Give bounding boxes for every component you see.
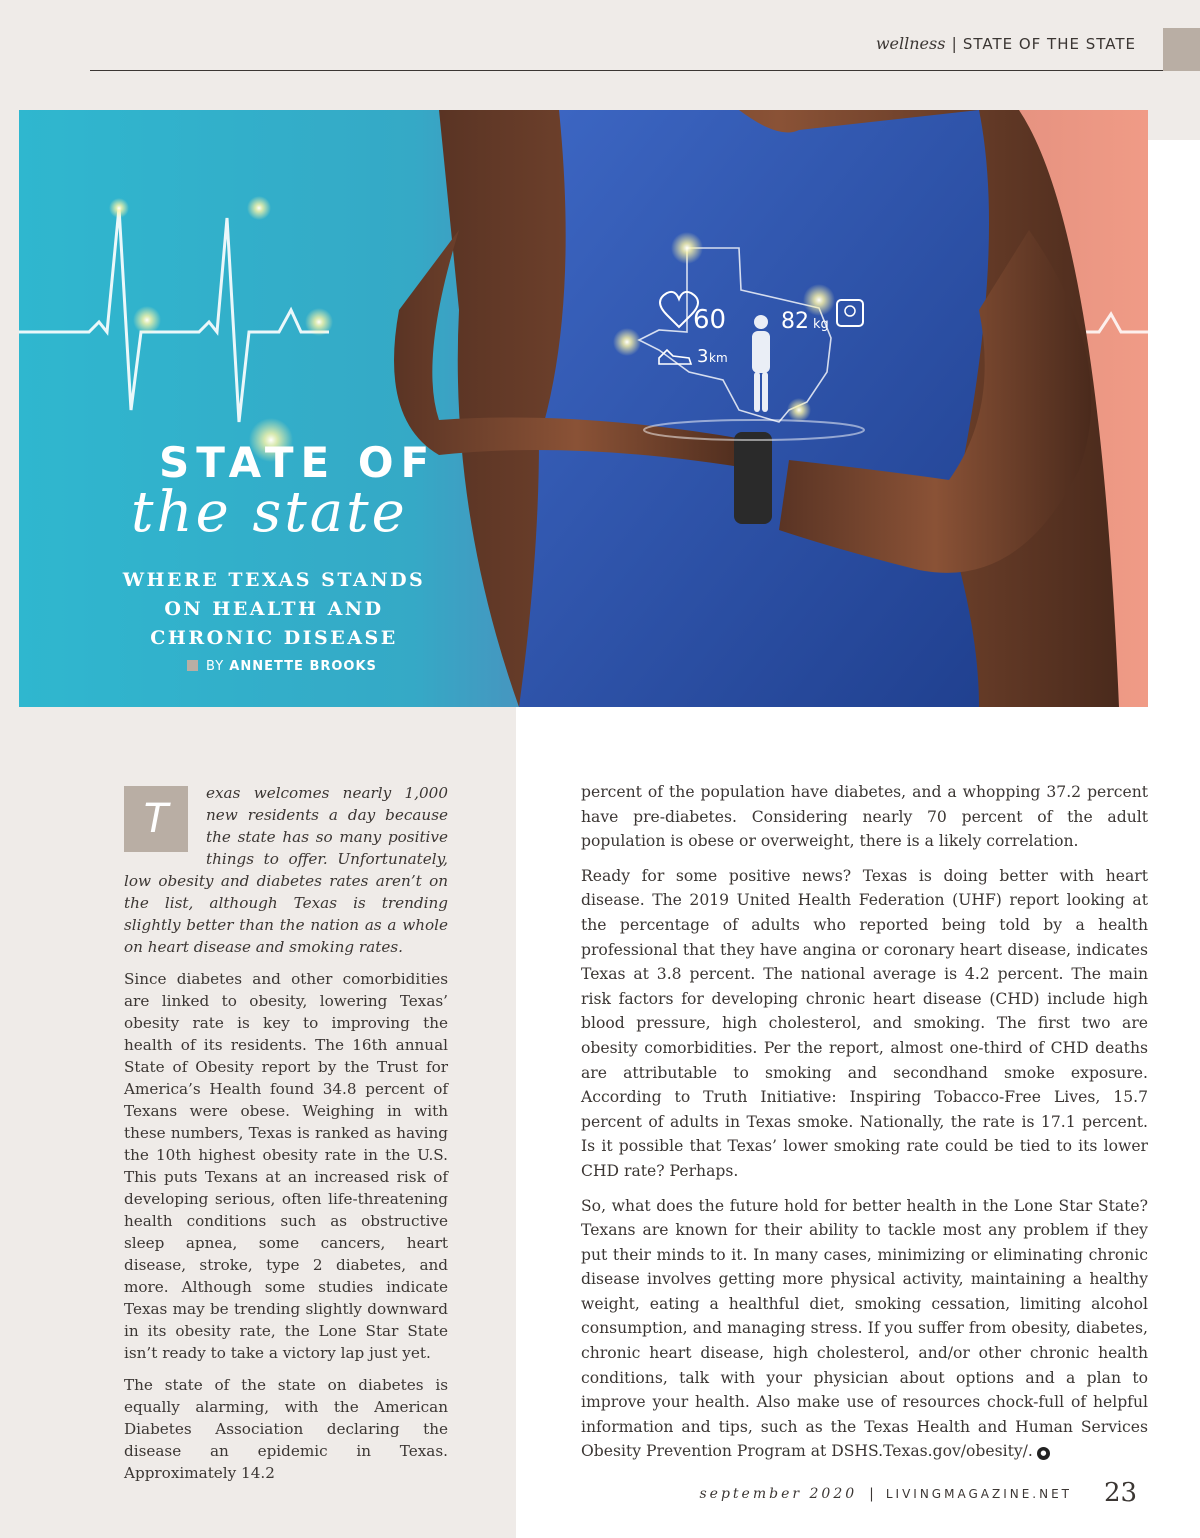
glow-dot [671, 232, 703, 264]
header-rule [90, 70, 1163, 71]
website-url: LIVINGMAGAZINE.NET [885, 1487, 1072, 1501]
glow-dot [305, 308, 333, 336]
article-paragraph-5 [581, 1194, 1148, 1465]
running-head-separator: | [951, 34, 957, 53]
subheadline: WHERE TEXAS STANDS ON HEALTH AND CHRONIC DISEASE [122, 569, 426, 649]
hud-heart-rate: 60 [693, 305, 727, 335]
end-mark-icon: ● [1037, 1447, 1050, 1460]
glow-dot [247, 196, 271, 220]
page-background-right-strip [1148, 140, 1200, 710]
byline-author: ANNETTE BROOKS [229, 659, 377, 674]
headline-line-1: STATE OF [159, 438, 437, 487]
article-column-left [124, 782, 448, 1494]
section-tab-marker [1163, 28, 1200, 71]
article-paragraph-1: Since diabetes and other comorbidities are linked to obesity, lowering Texas’ obesity rate is key to improving the health of its residents. The 16th annual State of Obesity report by the Trust for America’s Health found 34.8 percent of Texans were obese. Weighing in with these numbers, Texas is ranked as having the 10th highest obesity rate in the U.S. This puts Texans at an increased risk of developing serious, often life-threatening health conditions such as obstructive sleep apnea, some cancers, heart disease, stroke, type 2 diabetes, and more. Although some studies indicate Texas may be trending slightly downward in its obesity rate, the Lone Star State isn’t ready to take a victory lap just yet. [124, 970, 448, 1362]
headline-line-2: the state [131, 480, 408, 545]
article-paragraph-4: Ready for some positive news? Texas is doing better with heart disease. The 2019 United Health Federation (UHF) report looking at the percentage of adults who reported being told by a health professional that they have angina or coronary heart disease, indicates Texas at 3.8 percent. The national average is 4.2 percent. The main risk factors for developing chronic heart disease (CHD) include high blood pressure, high cholesterol, and smoking. The first two are obesity comorbidities. Per the report, almost one-third of CHD deaths are attributable to smoking and secondhand smoke exposure. According to Truth Initiative: Inspiring Tobacco-Free Lives, 15.7 percent of adults in Texas smoke. Nationally, the rate is 17.1 percent. Is it possible that Texas’ lower smoking rate could be tied to its lower CHD rate? Perhaps. [581, 866, 1148, 1180]
glow-dot [787, 398, 811, 422]
glow-dot [803, 284, 835, 316]
article-column-right [581, 780, 1148, 1474]
byline [187, 659, 377, 674]
smartwatch [734, 432, 772, 524]
hud-weight-unit: kg [813, 317, 829, 332]
hero-image [19, 110, 1148, 707]
ekg-line-left [19, 208, 329, 422]
section-label: wellness [875, 34, 946, 53]
byline-prefix: BY [206, 659, 225, 674]
topic-label: STATE OF THE STATE [962, 35, 1136, 53]
article-paragraph-2: The state of the state on diabetes is equally alarming, with the American Diabetes Association declaring the disease an epidemic in Texas. Approximately 14.2 [124, 1376, 448, 1482]
glow-dot [133, 306, 161, 334]
article-paragraph-3: percent of the population have diabetes, and a whopping 37.2 percent have pre-diabetes. Considering nearly 70 percent of the adult population is obese or overweight, there is a likely correlation. [581, 783, 1148, 851]
article-intro [124, 782, 448, 958]
hud-distance-unit: km [709, 351, 728, 365]
footer-separator: | [869, 1486, 874, 1502]
byline-square-icon [187, 660, 198, 671]
glow-dot [613, 328, 641, 356]
issue-date: september 2020 [699, 1486, 858, 1502]
running-head [876, 34, 1136, 53]
page-number: 23 [1104, 1478, 1138, 1508]
hud-distance: 3 [697, 346, 709, 367]
page-footer [700, 1486, 1073, 1502]
hud-weight: 82 [781, 309, 809, 334]
glow-dot [109, 198, 129, 218]
drop-cap: T [124, 786, 188, 852]
article-paragraph-5-text: So, what does the future hold for better health in the Lone Star State? Texans are known for their ability to tackle most any problem if they put their minds to it. In many cases, minimizing or eliminating chronic disease involves getting more physical activity, maintaining a healthy weight, eating a healthful diet, smoking cessation, limiting alcohol consumption, and managing stress. If you suffer from obesity, diabetes, chronic heart disease, high cholesterol, and/or other chronic health conditions, talk with your physician about options and a plan to improve your health. Also make use of resources chock-full of helpful information and tips, such as the Texas Health and Human Services Obesity Prevention Program at DSHS.Texas.gov/obesity/. [581, 1196, 1148, 1461]
intro-text: exas welcomes nearly 1,000 new residents a day because the state has so many positive things to offer. Unfortunately, low obesity and diabetes rates aren’t on the list, although Texas is trending slightly better than the nation as a whole on heart disease and smoking rates. [124, 784, 448, 956]
